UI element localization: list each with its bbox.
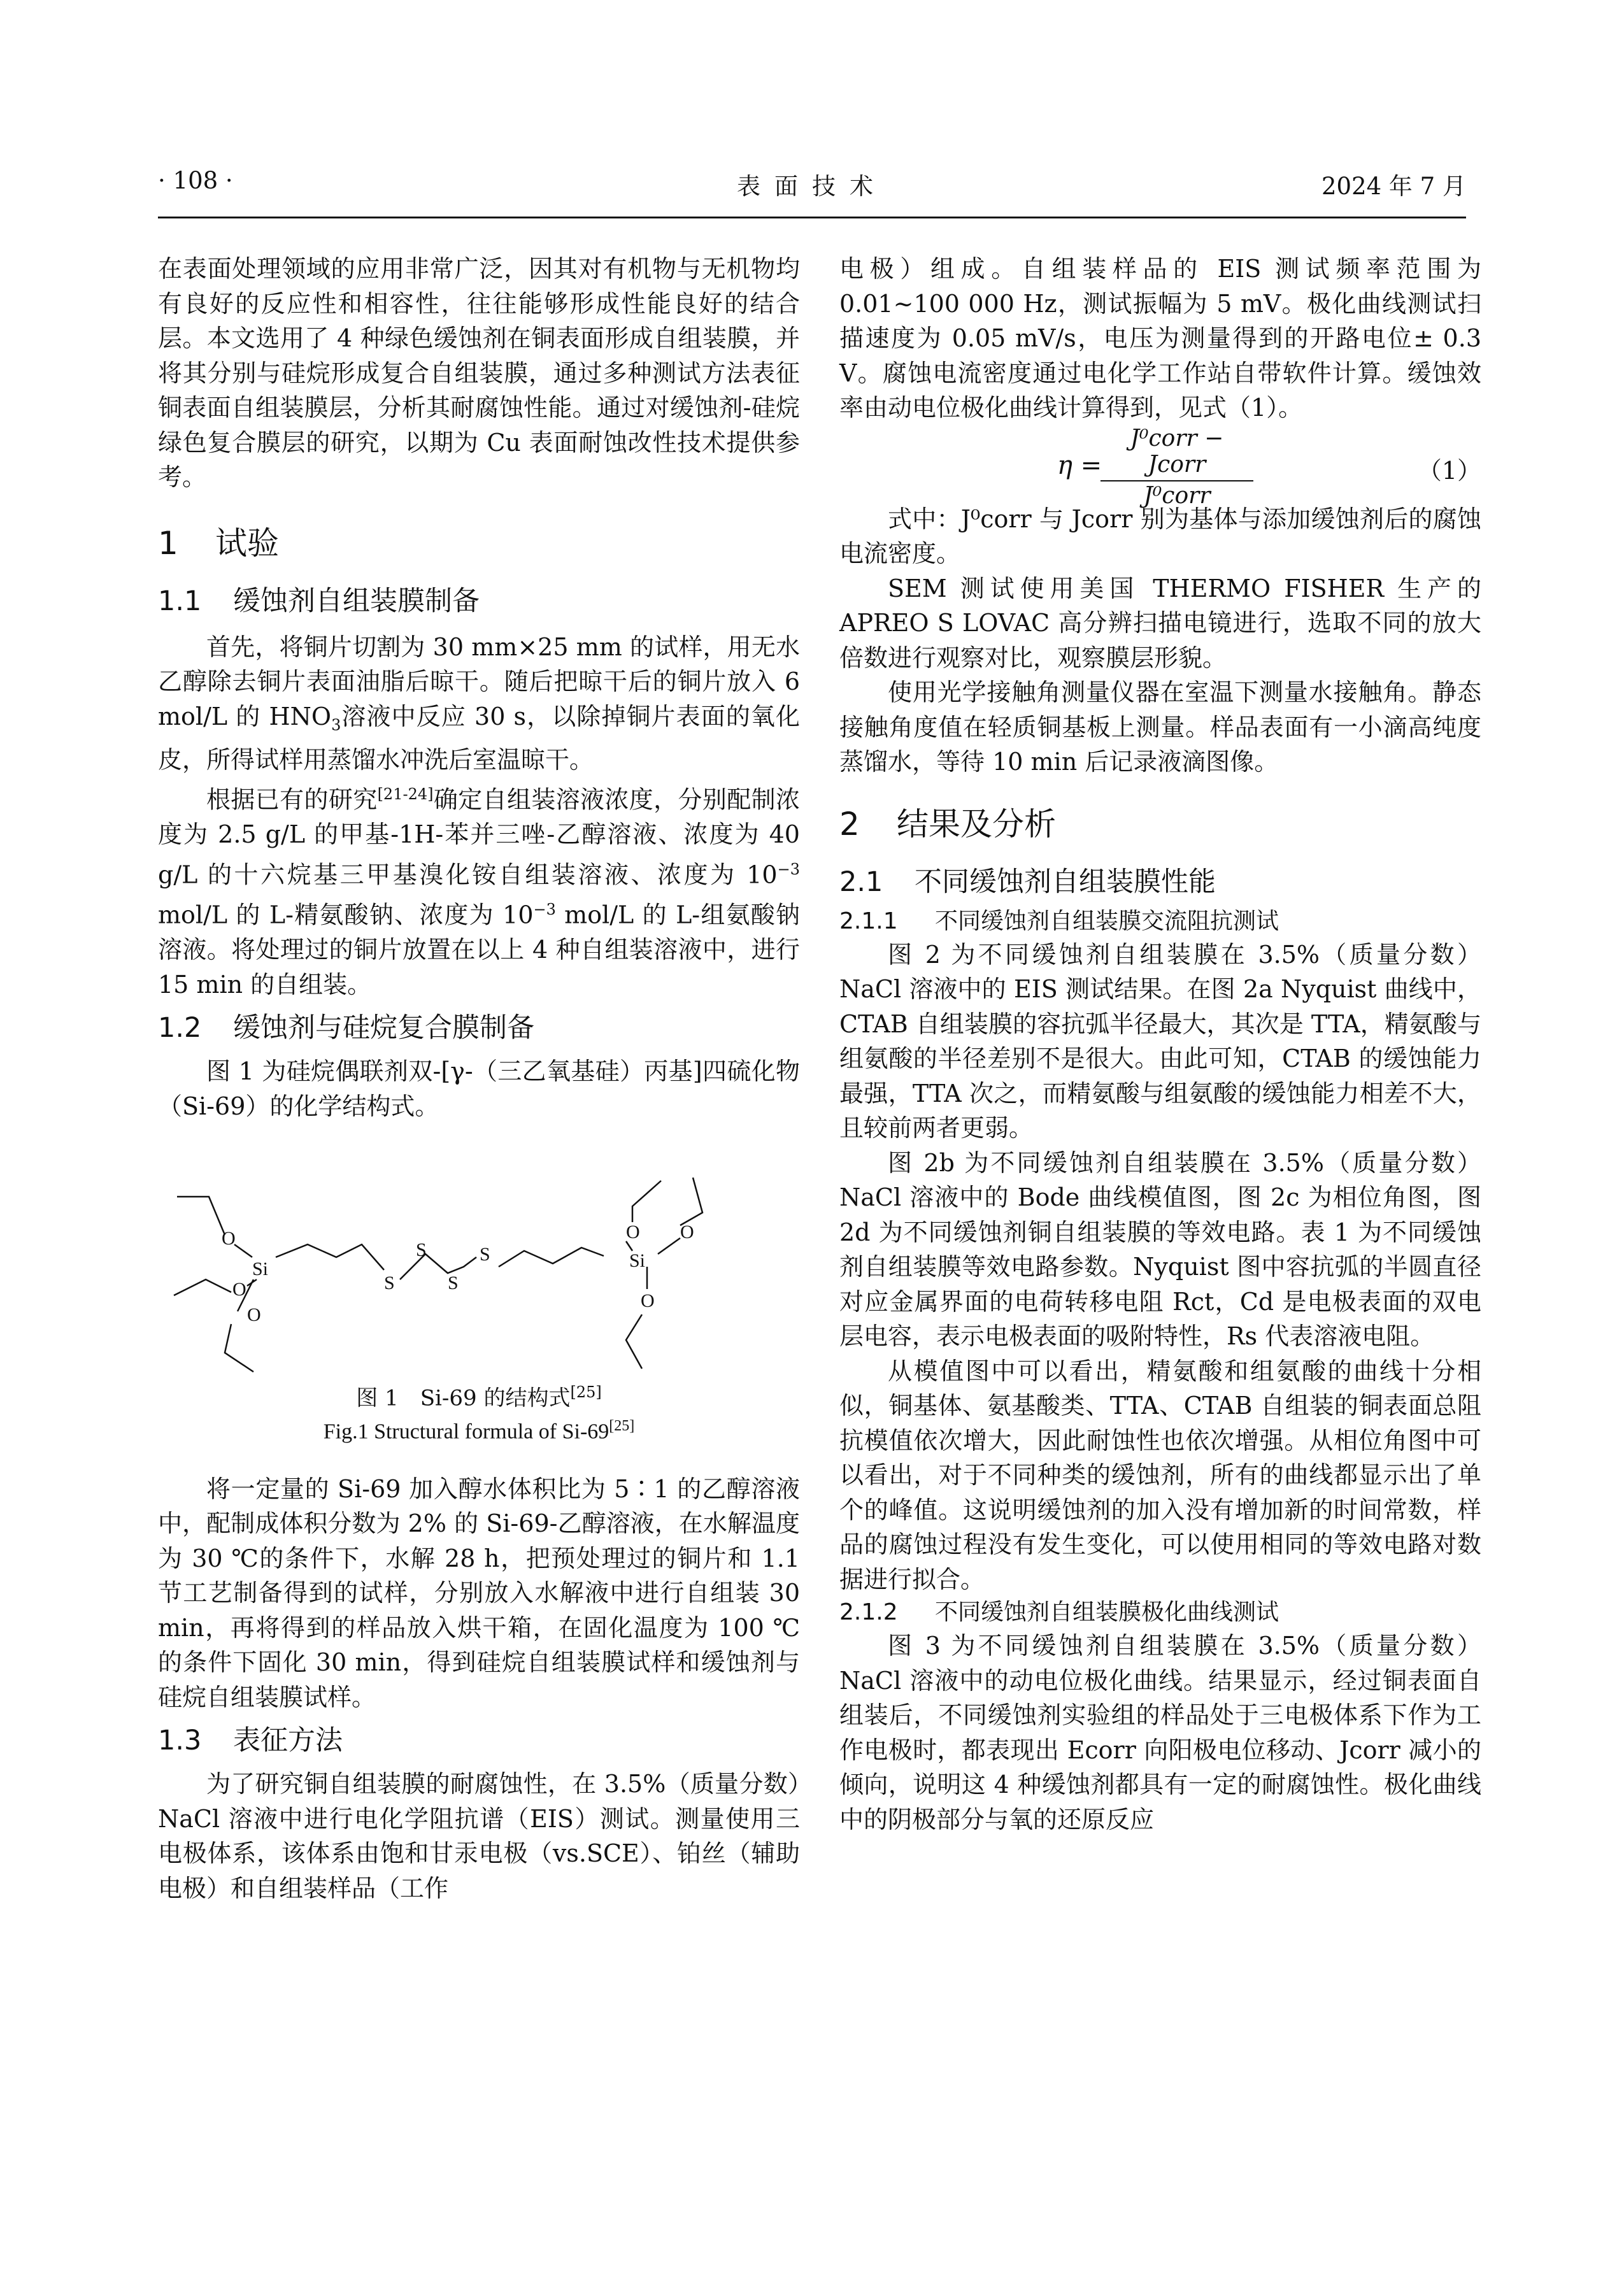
paragraph-2-1b: 图 2b 为不同缓蚀剂自组装膜在 3.5%（质量分数）NaCl 溶液中的 Bode 曲线模值图，图 2c 为相位角图，图 2d 为不同缓蚀剂铜自组装膜的等效电路。表 1 为不同缓蚀剂自组装膜等效电路参数。Nyquist 图中容抗弧的半圆直径对应金属界面的电荷转移电阻 Rct，Cd 是电极表面的双电层电容，表示电极表面的吸附特性，Rs 代表溶液电阻。 [839, 1148, 1481, 1350]
equation-numerator: J⁰corr − Jcorr [1100, 425, 1253, 481]
ethoxy-bond [632, 1181, 661, 1222]
ethoxy-bond [626, 1315, 642, 1369]
o-si-bond [626, 1241, 632, 1251]
equation-fraction [1100, 425, 1253, 509]
section-title: 不同缓蚀剂自组装膜性能 [915, 866, 1216, 898]
section-number: 2.1.1 [839, 908, 898, 934]
paragraph-1-2a: 图 1 为硅烷偶联剂双-[γ-（三乙氧基硅）丙基]四硫化物（Si-69）的化学结构式。 [158, 1057, 800, 1120]
ethoxy-bond [680, 1178, 702, 1225]
right-column [839, 252, 1481, 1837]
sulfur-chain [400, 1254, 476, 1279]
propyl-chain-left [276, 1244, 384, 1270]
journal-title: 表面技术 [737, 173, 887, 200]
o-si-bond [658, 1238, 680, 1254]
paragraph-1-1a: 首先，将铜片切割为 30 mm×25 mm 的试样，用无水乙醇除去铜片表面油脂后晾干。随后把晾干后的铜片放入 6 mol/L 的 $HNO_3$溶液中反应 30 s，以除掉铜片表面的氧化皮，所得试样用蒸馏水冲洗后室温晾干。 [158, 632, 800, 774]
equation-number: （1） [1417, 456, 1481, 485]
section-2-1-1-heading [839, 906, 1481, 937]
section-number: 1.3 [158, 1725, 202, 1757]
atom-s: S [416, 1239, 427, 1261]
header-rule [158, 217, 1466, 218]
paragraph-2-1c: 从模值图中可以看出，精氨酸和组氨酸的曲线十分相似，铜基体、氨基酸类、TTA、CTAB 自组装的铜表面总阻抗模值依次增大，因此耐蚀性也依次增强。从相位角图中可以看出，对于不同种类的缓蚀剂，所有的曲线都显示出了单个的峰值。这说明缓蚀剂的加入没有增加新的时间常数，样品的腐蚀过程没有发生变化，可以使用相同的等效电路对数据进行拟合。 [839, 1357, 1481, 1593]
intro-paragraph: 在表面处理领域的应用非常广泛，因其对有机物与无机物均有良好的反应性和相容性，往往能够形成性能良好的结合层。本文选用了 4 种绿色缓蚀剂在铜表面形成自组装膜，并将其分别与硅烷形成复合自组装膜，通过多种测试方法表征铜表面自组装膜层，分析其耐腐蚀性能。通过对缓蚀剂-硅烷绿色复合膜层的研究，以期为 Cu 表面耐蚀改性技术提供参考。 [158, 255, 800, 491]
paragraph-1-1b: 根据已有的研究[21-24]确定自组装溶液浓度，分别配制浓度为 2.5 g/L 的甲基-1H-苯并三唑-乙醇溶液、浓度为 40 g/L 的十六烷基三甲基溴化铵自组装溶液、浓度为 $10^{-3}$ mol/L 的 L-精氨酸钠、浓度为 $10^{-3}$ mol/L 的 L-组氨酸钠溶液。将处理过的铜片放置在以上 4 种自组装溶液中，进行 15 min 的自组装。 [158, 785, 800, 999]
propyl-chain-right [499, 1248, 604, 1267]
citation: [21-24] [377, 785, 434, 804]
section-title: 缓蚀剂自组装膜制备 [233, 585, 480, 617]
section-title: 不同缓蚀剂自组装膜交流阻抗测试 [935, 908, 1279, 934]
section-number: 1 [158, 524, 178, 562]
si69-structural-formula [158, 1143, 800, 1378]
section-title: 试验 [215, 524, 279, 562]
ethoxy-bond [177, 1197, 225, 1235]
section-2-1-heading [839, 865, 1481, 899]
atom-o: O [247, 1304, 261, 1326]
section-number: 1.1 [158, 585, 202, 617]
paragraph-sem: SEM 测试使用美国 THERMO FISHER 生产的 APREO S LOVAC 高分辨扫描电镜进行，选取不同的放大倍数进行观察对比，观察膜层形貌。 [839, 574, 1481, 672]
section-2-heading [839, 805, 1481, 843]
atom-si-left: Si [252, 1258, 269, 1280]
atom-o: O [641, 1290, 655, 1312]
section-number: 2.1.2 [839, 1599, 898, 1625]
section-1-1-heading [158, 584, 800, 618]
section-1-3-heading [158, 1723, 800, 1758]
paragraph-1-3a: 为了研究铜自组装膜的耐腐蚀性，在 3.5%（质量分数）NaCl 溶液中进行电化学阻抗谱（EIS）测试。测量使用三电极体系，该体系由饱和甘汞电极（vs.SCE）、铂丝（辅助电极）和自组装样品（工作 [158, 1770, 800, 1902]
atom-o: O [680, 1222, 694, 1243]
section-title: 不同缓蚀剂自组装膜极化曲线测试 [935, 1599, 1279, 1625]
page-number: · 108 · [158, 167, 233, 194]
paragraph-where: 式中：J⁰corr 与 Jcorr 别为基体与添加缓蚀剂后的腐蚀电流密度。 [839, 504, 1481, 567]
figure-1-caption-cn: 图 1 Si-69 的结构式[25] [356, 1383, 602, 1411]
paragraph-2-1d: 图 3 为不同缓蚀剂自组装膜在 3.5%（质量分数）NaCl 溶液中的动电位极化曲线。结果显示，经过铜表面自组装后，不同缓蚀剂实验组的样品处于三电极体系下作为工作电极时，都表现出 Ecorr 向阳极电位移动、Jcorr 减小的倾向，说明这 4 种缓蚀剂都具有一定的耐腐蚀性。极化曲线中的阴极部分与氧的还原反应 [839, 1632, 1481, 1834]
atom-si-right: Si [629, 1250, 646, 1272]
ethoxy-bond [174, 1279, 231, 1295]
left-column [158, 252, 800, 1906]
equation-1 [839, 425, 1481, 509]
ethoxy-bond [225, 1324, 253, 1372]
section-title: 结果及分析 [897, 805, 1056, 843]
atom-s: S [480, 1244, 490, 1265]
section-number: 2 [839, 805, 860, 843]
atom-o: O [232, 1279, 246, 1300]
paragraph-1-2b: 将一定量的 Si-69 加入醇水体积比为 5∶1 的乙醇溶液中，配制成体积分数为 2% 的 Si-69-乙醇溶液，在水解温度为 30 ℃的条件下，水解 28 h，把预处理过的铜片和 1.1 节工艺制备得到的试样，分别放入水解液中进行自组装 30 min，再将得到的样品放入烘干箱，在固化温度为 100 ℃的条件下固化 30 min，得到硅烷自组装膜试样和缓蚀剂与硅烷自组装膜试样。 [158, 1474, 800, 1711]
figure-1-caption-en: Fig.1 Structural formula of Si-69[25] [323, 1418, 635, 1444]
atom-o: O [222, 1228, 236, 1250]
figure-1-structure [158, 1143, 800, 1378]
paragraph-continued: 电极）组成。自组装样品的 EIS 测试频率范围为 0.01~100 000 Hz，测试振幅为 5 mV。极化曲线测试扫描速度为 0.05 mV/s，电压为测量得到的开路电位± 0.3 V。腐蚀电流密度通过电化学工作站自带软件计算。缓蚀效率由动电位极化曲线计算得到，见式（1）。 [839, 255, 1481, 422]
paragraph-2-1a: 图 2 为不同缓蚀剂自组装膜在 3.5%（质量分数）NaCl 溶液中的 EIS 测试结果。在图 2a Nyquist 曲线中，CTAB 自组装膜的容抗弧半径最大，其次是 TTA，精氨酸与组氨酸的半径差别不是很大。由此可知，CTAB 的缓蚀能力最强，TTA 次之，而精氨酸与组氨酸的缓蚀能力相差不大，且较前两者更弱。 [839, 940, 1481, 1142]
section-number: 2.1 [839, 866, 883, 898]
section-title: 表征方法 [233, 1725, 343, 1757]
section-title: 缓蚀剂与硅烷复合膜制备 [233, 1012, 534, 1044]
section-number: 1.2 [158, 1012, 202, 1044]
paragraph-contact-angle: 使用光学接触角测量仪器在室温下测量水接触角。静态接触角度值在轻质铜基板上测量。样品表面有一小滴高纯度蒸馏水，等待 10 min 后记录液滴图像。 [839, 678, 1481, 776]
section-1-heading [158, 524, 800, 562]
o-si-bond [234, 1244, 252, 1257]
issue-date: 2024 年 7 月 [1321, 173, 1466, 200]
atom-s: S [384, 1272, 395, 1294]
equation-denominator: J⁰corr [1143, 482, 1211, 509]
section-2-1-2-heading [839, 1597, 1481, 1628]
atom-o: O [626, 1222, 640, 1243]
section-1-2-heading [158, 1011, 800, 1045]
equation-lhs: η = [1057, 450, 1102, 480]
atom-s: S [448, 1272, 459, 1294]
running-header [158, 167, 1466, 205]
